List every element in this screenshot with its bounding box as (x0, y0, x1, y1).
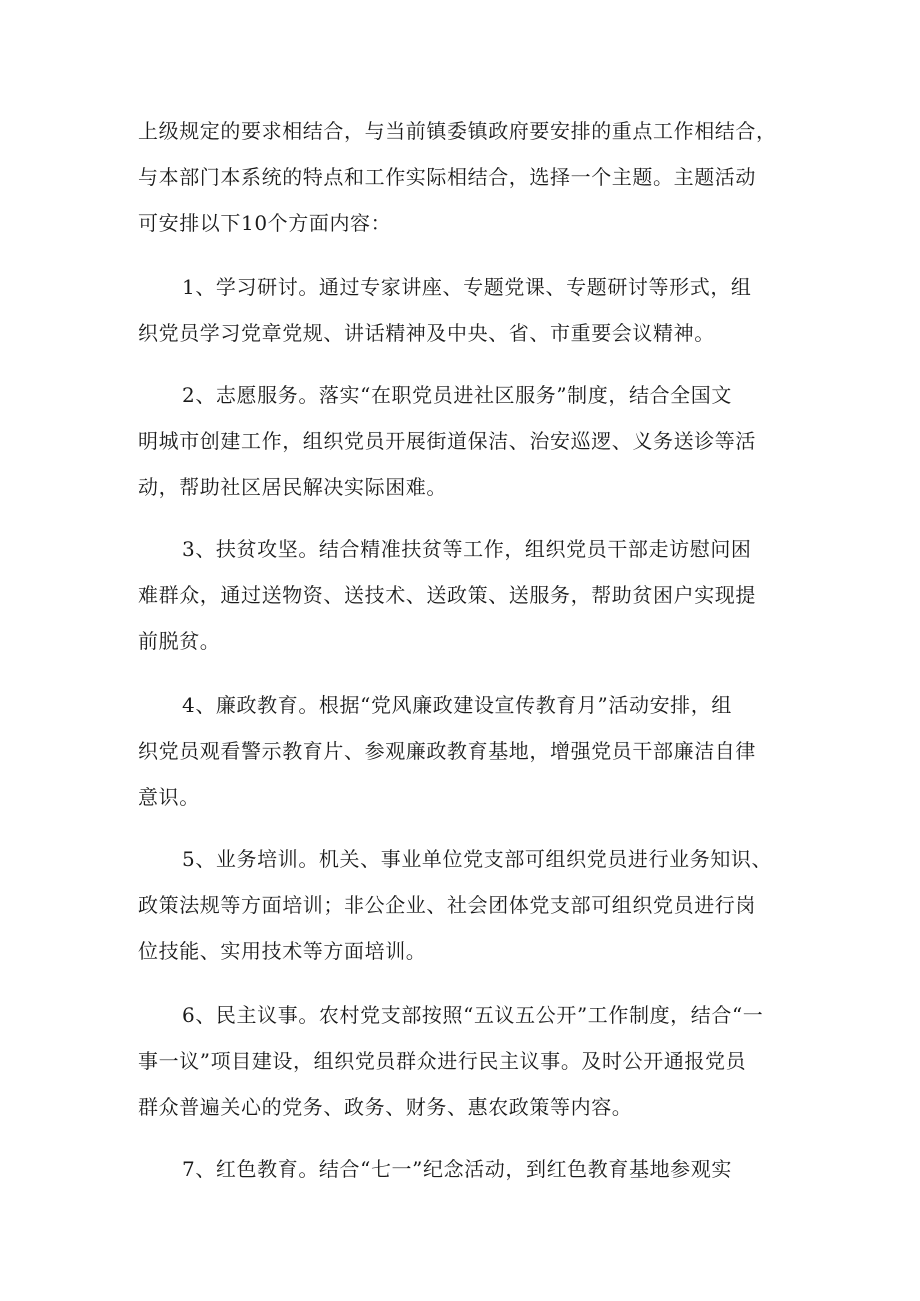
text-line: 前脱贫。 (138, 629, 221, 653)
text-line: 1、学习研讨。通过专家讲座、专题党课、专题研讨等形式，组 (182, 275, 752, 299)
text-line: 位技能、实用技术等方面培训。 (138, 939, 427, 963)
text-line: 事一议”项目建设，组织党员群众进行民主议事。及时公开通报党员 (138, 1049, 747, 1073)
item-paragraph-4 (138, 682, 798, 820)
text-line: 3、扶贫攻坚。结合精准扶贫等工作，组织党员干部走访慰问困 (182, 537, 752, 561)
text-line: 难群众，通过送物资、送技术、送政策、送服务，帮助贫困户实现提 (138, 583, 756, 607)
text-line: 5、业务培训。机关、事业单位党支部可组织党员进行业务知识、 (182, 847, 773, 871)
item-paragraph-2 (138, 372, 798, 510)
text-line: 动，帮助社区居民解决实际困难。 (138, 475, 447, 499)
text-line: 可安排以下10个方面内容： (138, 211, 392, 235)
text-line: 6、民主议事。农村党支部按照“五议五公开”工作制度，结合“一 (182, 1003, 764, 1027)
text-line: 2、志愿服务。落实“在职党员进社区服务”制度，结合全国文 (182, 383, 732, 407)
text-line: 织党员观看警示教育片、参观廉政教育基地，增强党员干部廉洁自律 (138, 739, 756, 763)
item-paragraph-3 (138, 526, 798, 664)
intro-paragraph (138, 108, 798, 246)
text-line: 政策法规等方面培训；非公企业、社会团体党支部可组织党员进行岗 (138, 893, 756, 917)
text-line: 意识。 (138, 785, 200, 809)
text-line: 4、廉政教育。根据“党风廉政建设宣传教育月”活动安排，组 (182, 693, 732, 717)
text-line: 上级规定的要求相结合，与当前镇委镇政府要安排的重点工作相结合， (138, 119, 777, 143)
text-line: 群众普遍关心的党务、政务、财务、惠农政策等内容。 (138, 1095, 633, 1119)
item-paragraph-1 (138, 264, 798, 356)
text-line: 织党员学习党章党规、讲话精神及中央、省、市重要会议精神。 (138, 321, 715, 345)
text-line: 明城市创建工作，组织党员开展街道保洁、治安巡逻、义务送诊等活 (138, 429, 756, 453)
item-paragraph-5 (138, 836, 798, 974)
text-line: 与本部门本系统的特点和工作实际相结合，选择一个主题。主题活动 (138, 165, 756, 189)
text-line: 7、红色教育。结合“七一”纪念活动，到红色教育基地参观实 (182, 1157, 732, 1181)
item-paragraph-6 (138, 992, 798, 1130)
item-paragraph-7 (138, 1146, 798, 1192)
